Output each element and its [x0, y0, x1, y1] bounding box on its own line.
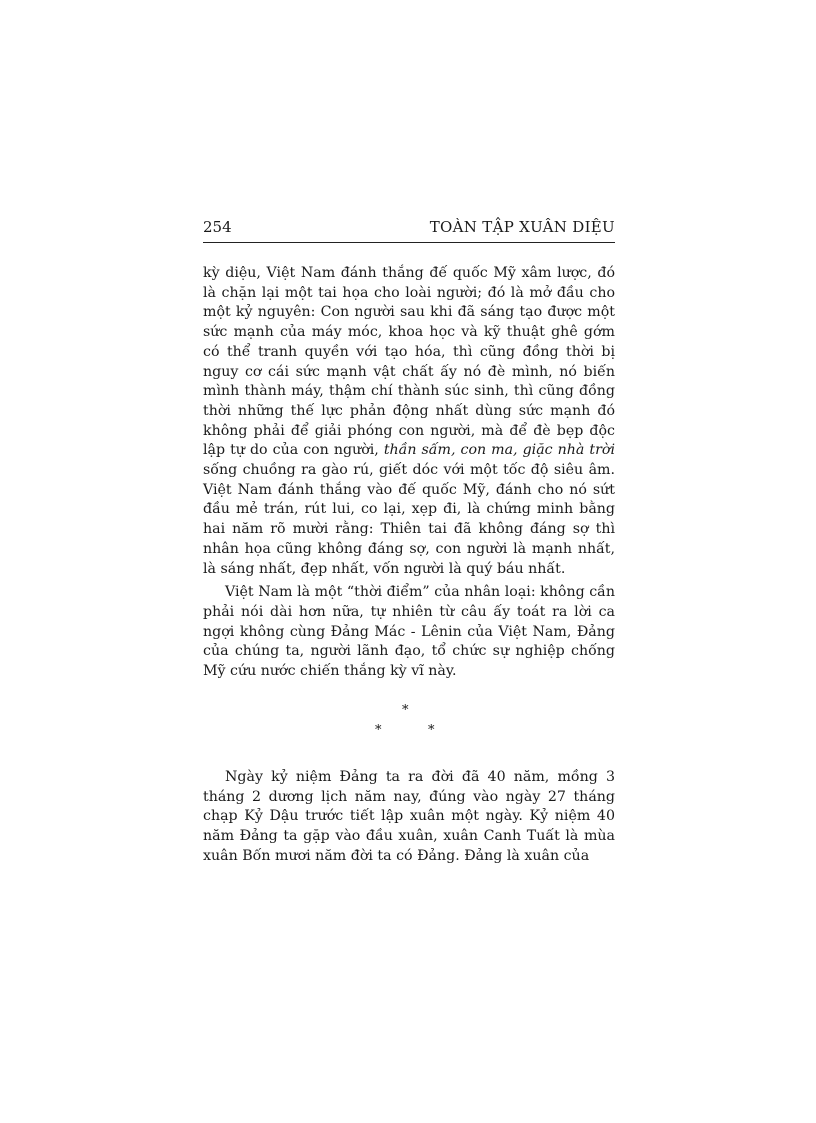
paragraph-3: Ngày kỷ niệm Đảng ta ra đời đã 40 năm, mồng 3 tháng 2 dương lịch năm nay, đúng vào ngày 27 tháng chạp Kỷ Dậu trước tiết lập xuân một ngày. Kỷ niệm 40 năm Đảng ta gặp vào đầu xuân, xuân Canh Tuất là mùa xuân Bốn mươi năm đời ta có Đảng. Đảng là xuân của [203, 769, 615, 864]
main-text [203, 264, 615, 682]
running-title: TOÀN TẬP XUÂN DIỆU [429, 218, 615, 236]
paragraph-1-text-b: sống chuồng ra gào rú, giết dóc với một tốc độ siêu âm. Việt Nam đánh thắng vào đế quốc Mỹ, đánh cho nó sứt đầu mẻ trán, rút lui, co lại, xẹp đi, là chứng minh bằng hai năm rõ mười rằng: Thiên tai đã không đáng sợ thì nhân họa cũng không đáng sợ, con người là mạnh nhất, là sáng nhất, đẹp nhất, vốn người là quý báu nhất. [203, 462, 615, 577]
paragraph-2: Việt Nam là một “thời điểm” của nhân loại: không cần phải nói dài hơn nữa, tự nhiên từ câu ấy toát ra lời ca ngợi không cùng Đảng Mác - Lênin của Việt Nam, Đảng của chúng ta, người lãnh đạo, tổ chức sự nghiệp chống Mỹ cứu nước chiến thắng kỳ vĩ này. [203, 584, 615, 680]
paragraph-1 [203, 264, 615, 579]
asterism-star-right: * [428, 723, 435, 738]
asterism-star-top: * [402, 703, 409, 718]
page-header [203, 216, 615, 243]
paragraph-1-text-a: kỳ diệu, Việt Nam đánh thắng đế quốc Mỹ xâm lược, đó là chặn lại một tai họa cho loài người; đó là mở đầu cho một kỷ nguyên: Con người sau khi đã sáng tạo được một sức mạnh của máy móc, khoa học và kỹ thuật ghê gớm có thể tranh quyền với tạo hóa, thì cũng đồng thời bị nguy cơ cái sức mạnh vật chất ấy nó đè mình, nó biến mình thành máy, thậm chí thành súc sinh, thì cũng đồng thời những thế lực phản động nhất dùng sức mạnh đó không phải để giải phóng con người, mà để đè bẹp độc lập tự do của con người, [203, 265, 615, 459]
paragraph-1-italic: thần sấm, con ma, giặc nhà trời [383, 442, 615, 459]
section-2-text [203, 768, 615, 867]
section-divider [203, 703, 615, 743]
asterism-star-left: * [375, 723, 382, 738]
page-number: 254 [203, 218, 232, 236]
